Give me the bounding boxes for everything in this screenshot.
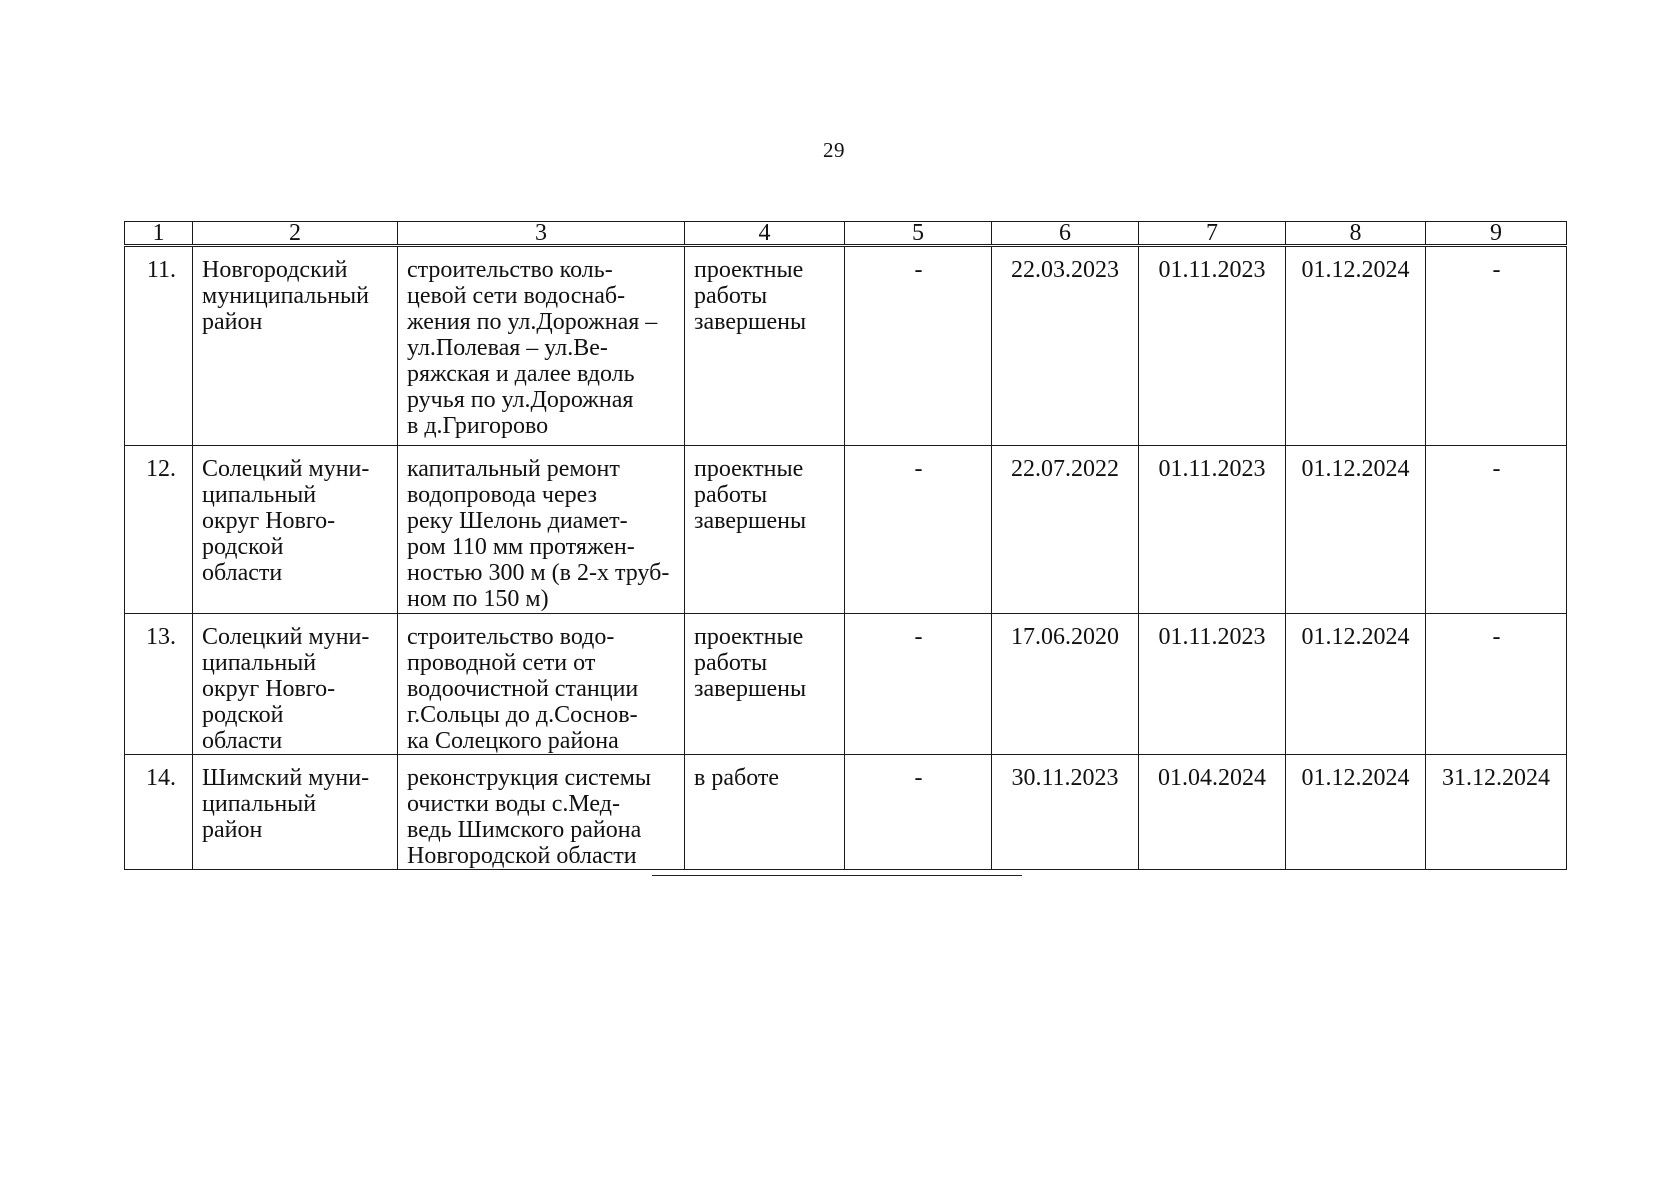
col9-cell: -	[1426, 614, 1567, 755]
col9-cell: -	[1426, 446, 1567, 614]
header-col-7: 7	[1139, 222, 1286, 246]
col5-cell: -	[845, 246, 992, 446]
header-col-1: 1	[125, 222, 193, 246]
table-row	[125, 614, 1567, 755]
header-col-8: 8	[1286, 222, 1426, 246]
col7-date-cell: 01.11.2023	[1139, 246, 1286, 446]
table-row	[125, 755, 1567, 870]
object-cell: капитальный ремонт водопровода через реку Шелонь диамет- ром 110 мм протяжен- ностью 300 м (в 2-х труб- ном по 150 м)	[398, 446, 685, 614]
row-number: 11.	[125, 246, 193, 446]
col8-date-cell: 01.12.2024	[1286, 246, 1426, 446]
header-col-4: 4	[685, 222, 845, 246]
table-header-row	[125, 222, 1567, 246]
object-cell: строительство водо- проводной сети от водоочистной станции г.Сольцы до д.Соснов- ка Солецкого района	[398, 614, 685, 755]
col7-date-cell: 01.11.2023	[1139, 614, 1286, 755]
status-cell: проектные работы завершены	[685, 246, 845, 446]
col8-date-cell: 01.12.2024	[1286, 755, 1426, 870]
col6-date-cell: 17.06.2020	[992, 614, 1139, 755]
status-cell: проектные работы завершены	[685, 614, 845, 755]
row-number: 12.	[125, 446, 193, 614]
col9-date-cell: 31.12.2024	[1426, 755, 1567, 870]
table-row	[125, 246, 1567, 446]
municipality-cell: Солецкий муни- ципальный округ Новго- родской области	[193, 614, 398, 755]
status-cell: проектные работы завершены	[685, 446, 845, 614]
header-col-9: 9	[1426, 222, 1567, 246]
object-cell: строительство коль- цевой сети водоснаб- жения по ул.Дорожная – ул.Полевая – ул.Ве- ряжская и далее вдоль ручья по ул.Дорожная в д.Григорово	[398, 246, 685, 446]
col8-date-cell: 01.12.2024	[1286, 446, 1426, 614]
header-col-5: 5	[845, 222, 992, 246]
col8-date-cell: 01.12.2024	[1286, 614, 1426, 755]
col6-date-cell: 22.03.2023	[992, 246, 1139, 446]
municipality-cell: Шимский муни- ципальный район	[193, 755, 398, 870]
row-number: 14.	[125, 755, 193, 870]
col6-date-cell: 30.11.2023	[992, 755, 1139, 870]
page-number: 29	[823, 138, 845, 162]
object-cell: реконструкция системы очистки воды с.Мед- ведь Шимского района Новгородской области	[398, 755, 685, 870]
end-divider-line	[652, 875, 1022, 876]
col6-date-cell: 22.07.2022	[992, 446, 1139, 614]
table-row	[125, 446, 1567, 614]
col5-cell: -	[845, 755, 992, 870]
header-col-2: 2	[193, 222, 398, 246]
col7-date-cell: 01.04.2024	[1139, 755, 1286, 870]
col5-cell: -	[845, 446, 992, 614]
col7-date-cell: 01.11.2023	[1139, 446, 1286, 614]
header-col-6: 6	[992, 222, 1139, 246]
status-cell: в работе	[685, 755, 845, 870]
col5-cell: -	[845, 614, 992, 755]
projects-table	[124, 221, 1567, 870]
municipality-cell: Солецкий муни- ципальный округ Новго- родской области	[193, 446, 398, 614]
municipality-cell: Новгородский муниципальный район	[193, 246, 398, 446]
col9-cell: -	[1426, 246, 1567, 446]
header-col-3: 3	[398, 222, 685, 246]
row-number: 13.	[125, 614, 193, 755]
